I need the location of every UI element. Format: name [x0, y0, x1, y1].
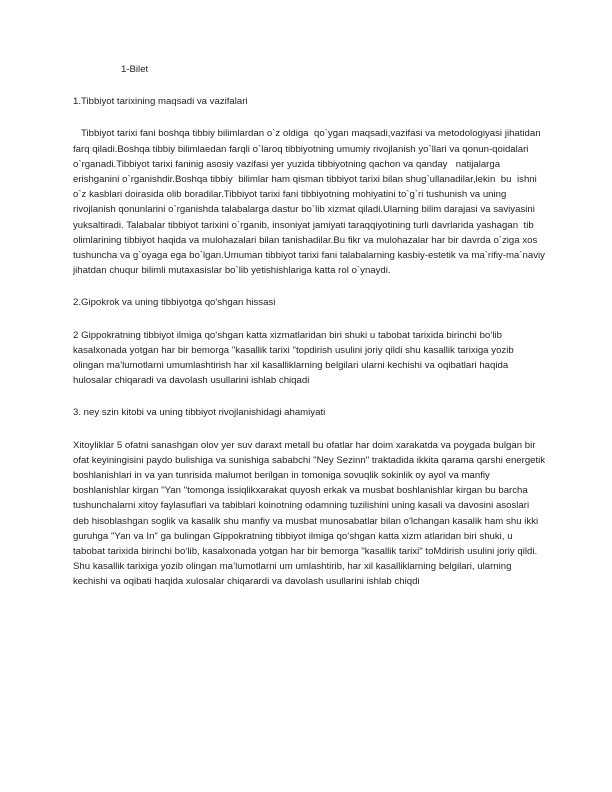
section-paragraph-3: Xitoyliklar 5 ofatni sanashgan olov yer suv daraxt metall bu ofatlar har doim xarakatda va poygada bulgan bir ofat keyiningisini paydo bulishiga va sunishiga sababchi "Ney Sezinn" traktadida ikkita qarama qarshi energetik boshlanishlari in va yan tunrisida malumot berilgan in tomoniga sovuqlik sokinlik oy ayol va manfiy boshlanishlar kirgan "Yan "tomonga issiqlikxarakat quyosh erkak va musbat boshlanishlar kirgan bu barcha tushunchalarni xitoy faylasuflari va tabiblari koinotning odamning tuzilishini uning kasali va davosini asoslari deb hisoblashgan soglik va kasalik shu manfiy va musbat munosabatlar bilan o'lchangan kasalik ham shu ikki guruhga "Yan va In" ga bulingan Gippokratning tibbiyot ilmiga qo‘shgan katta xizm atlaridan biri shuki, u tabobat tarixida birinchi bo‘lib, kasalxonada yotgan har bir bemorga "kasallik tarixi" toMdirish usulini joriy qildi. Shu kasallik tarixiga yozib olingan ma’lumotlarni um umlashtirib, har xil kasalliklarning belgilari, ularning kechishi va oqibati haqida xulosalar chiqarardi va davolash usullarini ishlab chiqdi	[73, 439, 548, 588]
section-heading-1: 1.Tibbiyot tarixining maqsadi va vazifalari	[73, 96, 248, 108]
section-paragraph-2: 2 Gippokratning tibbiyot ilmiga qo‘shgan katta xizmatlaridan biri shuki u tabobat tarixida birinchi bo‘lib kasalxonada yotgan har bir bemorga "kasallik tarixi "topdirish usulini joriy qildi shu kasallik tarixiga yozib olingan ma’lumotlarni umumlashtirish har xil kasalliklarning belgilari ularni kechishi va oqibatlari haqida hulosalar chiqaradi va davolash usullarini ishlab chiqadi	[73, 329, 517, 387]
section-paragraph-1: Tibbiyot tarixi fani boshqa tibbiy bilimlardan o`z oldiga qo`ygan maqsadi,vazifasi va metodologiyasi jihatidan farq qiladi.Boshqa tibbiy bilimlaedan farqli o`laroq tibbiyotning umumiy rivojlanish yo`llari va qonun-qoidalari o`rganadi.Tibbiyot tarixi faninig asosiy vazifasi yer yuzida tibbiyotning qachon va qanday natijalarga erishganini o`rganishdir.Boshqa tibbiy bilimlar ham qisman tibbiyot tarixi bilan shug`ullanadilar,lekin bu ishni o`z kasblari doirasida olib boradilar.Tibbiyot tarixi fani tibbiyotning mohiyatini to`g`ri tushunish va uning rivojlanish qonunlarini o`rganishda talabalarga dastur bo`lib xizmat qiladi.Ularning bilim darajasi va saviyasini yuksaltiradi. Talabalar tibbiyot tarixini o`rganib, insoniyat jamiyati taraqqiyotining turli davrlarida yashagan tib olimlarining tibbiyot haqida va mulohazalari bilan tanishadilar.Bu fikr va mulohazalar har bir davrda o`ziga xos tushuncha va g`oyaga ega bo`lgan.Umuman tibbiyot tarixi fani talabalarning kasbiy-estetik va ma`rifiy-ma`naviy jihatdan chuqur bilimli mutaxasislar bo`lib yetishishlariga katta rol o`ynaydi.	[73, 128, 551, 277]
document-content	[73, 62, 551, 590]
section-heading-2: 2.Gipokrok va uning tibbiyotga qo'shgan hissasi	[73, 297, 276, 309]
document-title: 1-Bilet	[121, 64, 149, 75]
section-heading-3: 3. ney szin kitobi va uning tibbiyot rivojlanishidagi ahamiyati	[73, 407, 326, 419]
